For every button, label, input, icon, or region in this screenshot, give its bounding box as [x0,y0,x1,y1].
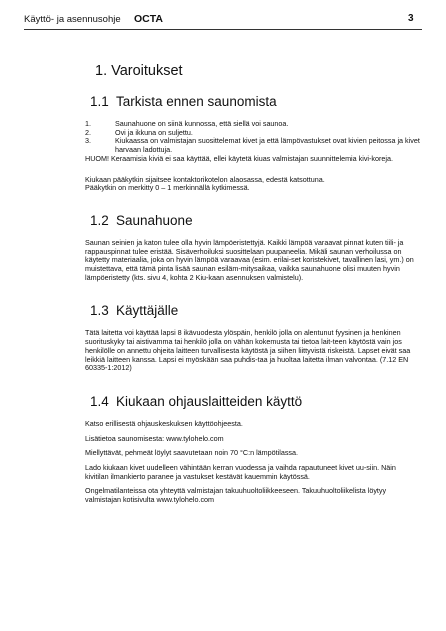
page-number: 3 [408,13,414,24]
paragraph: Kiukaan pääkytkin sijaitsee kontaktorikotelon alaosassa, edestä katsottuna. [85,174,325,184]
section-title: Tarkista ennen saunomista [116,94,277,109]
paragraph: Saunan seinien ja katon tulee olla hyvin lämpöeristettyjä. Kaikki lämpöä varaavat pinnat kuten tiili- ja rappauspinnat tulee eristää. Sisäverhoiluksi suosittelaan puupaneelia. Mikäli saunan verhoilussa on käytetty materiaalia, joka on hyvin lämpöä varaavaa (esim. erilai-set koristekivet, tavallinen lasi, ym.) on muistettava, että tämä pinta lisää saunan esiläm-mitysaikaa, vaikka saunahuone olisi muuten hyvin lämpöeristetty (kts. sivu 4, kohta 2 Kiu-kaan asennuksen valmistelu). [85,237,414,282]
checklist [85,120,420,155]
list-item-number: 3. [85,136,91,146]
section-heading-1-3 [90,302,420,319]
section-number: 1.4 [90,393,109,409]
chapter-heading: 1. Varoitukset [95,63,183,79]
paragraph: Pääkytkin on merkitty 0 – 1 merkinnällä kytkimessä. [85,183,250,193]
section-number: 1.3 [90,303,109,319]
list-item-text: Ovi ja ikkuna on suljettu. [115,127,193,137]
page-header [0,0,446,30]
paragraph: Tätä laitetta voi käyttää lapsi 8 ikävuodesta ylöspäin, henkilö jolla on alentunut fyysinen ja henkinen suorituskyky tai aistivamma tai henkilö jolla on vähän kokemusta tai tietoa lait-teen käytöstä vain jos henkilölle on annettu ohjeita laitteen turvallisesta käytöstä ja siihen liittyvistä riskeistä. Lapset eivät saa leikkiä laitteen kanssa. Lapsi ei myöskään saa puhdis-taa ja huoltaa laitetta ilman valvontaa. (7.12 EN 60335-1:2012) [85,328,411,373]
list-item [85,137,420,154]
section-title: Kiukaan ohjauslaitteiden käyttö [116,393,303,409]
list-item-text: Saunahuone on siinä kunnossa, että siellä voi saunoa. [115,119,289,128]
list-item-number: 2. [85,127,91,137]
paragraph: Lisätietoa saunomisesta: www.tylohelo.com [85,433,224,443]
paragraph: Ongelmatilanteissa ota yhteyttä valmistajan takuuhuoltoliikkeeseen. Takuuhuoltoliikelista löytyy valmistajan kotisivulta www.tylohelo.com [85,486,387,505]
header-divider [24,29,422,30]
paragraph: Katso erillisestä ohjauskeskuksen käyttöohjeesta. [85,418,243,428]
section-title: Käyttäjälle [116,303,179,319]
section-heading-1-1 [90,93,420,110]
section-title: Saunahuone [116,212,193,228]
section-heading-1-2 [90,212,420,229]
section-number: 1.1 [90,94,109,109]
page-content [85,62,420,511]
section-heading-1-4 [90,393,420,410]
section-number: 1.2 [90,212,109,228]
brand-name: OCTA [134,13,163,25]
paragraph: Lado kiukaan kivet uudelleen vähintään kerran vuodessa ja vaihda rapautuneet kivet uu-siin. Näin kivitilan ilmankierto paranee ja vastukset kestävät kauemmin käytössä. [85,463,396,481]
warning-note: HUOM! Keraamisia kiviä ei saa käyttää, ellei käytetä kiuas valmistajan suunnittelemia kivi-koreja. [85,153,393,163]
list-item-number: 1. [85,119,91,128]
main-switch-info [85,176,420,193]
document-title: Käyttö- ja asennusohje [24,14,121,25]
list-item-text: Kiukaassa on valmistajan suosittelemat kivet ja että lämpövastukset ovat kivien peitossa ja kivet harvaan ladottuja. [115,136,420,155]
paragraph: Miellyttävät, pehmeät löylyt saavutetaan noin 70 °C:n lämpötilassa. [85,448,299,458]
